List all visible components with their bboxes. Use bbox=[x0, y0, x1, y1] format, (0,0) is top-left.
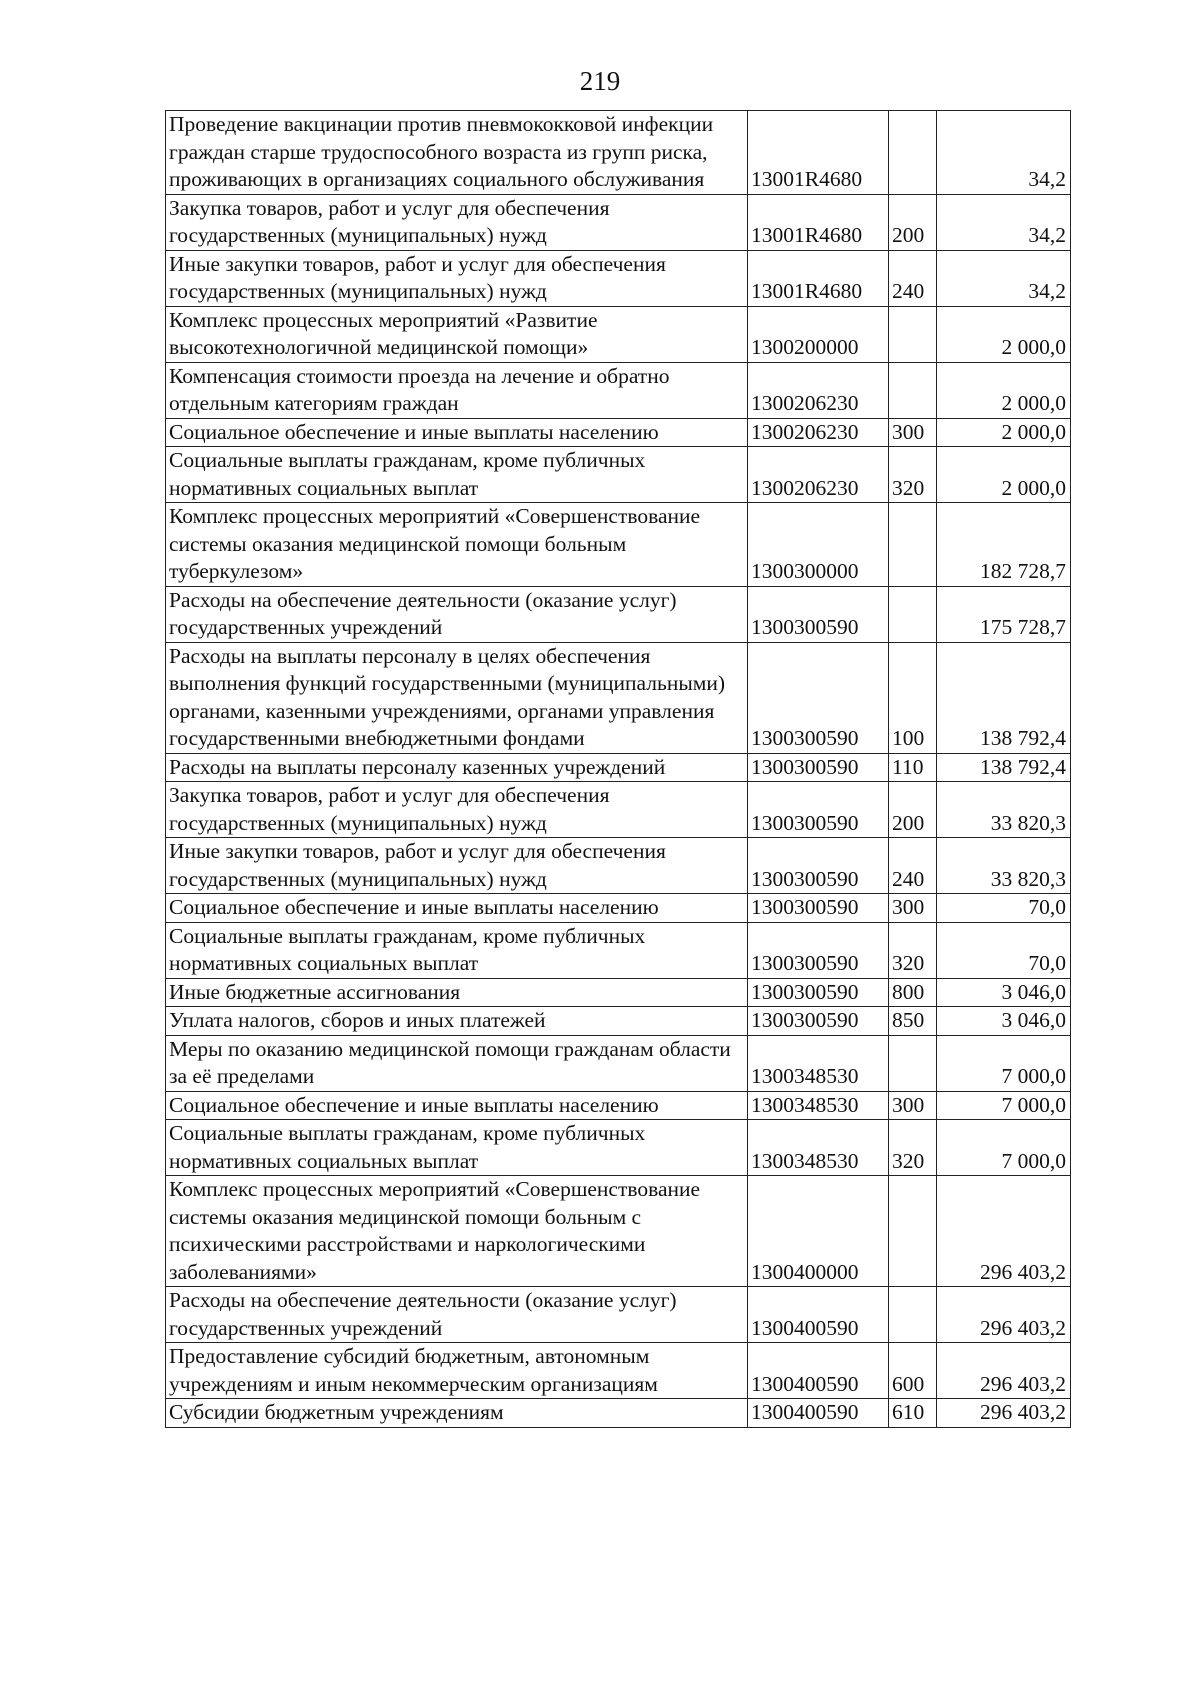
amount-cell: 33 820,3 bbox=[937, 782, 1071, 838]
amount-cell: 175 728,7 bbox=[937, 586, 1071, 642]
amount-cell: 70,0 bbox=[937, 894, 1071, 923]
table-row bbox=[166, 753, 1071, 782]
expense-type-code-cell: 240 bbox=[889, 250, 937, 306]
target-article-code-cell: 1300300590 bbox=[748, 1007, 889, 1036]
expense-name-cell: Меры по оказанию медицинской помощи гражданам области за её пределами bbox=[166, 1035, 748, 1091]
target-article-code-cell: 1300300590 bbox=[748, 586, 889, 642]
expense-name-cell: Комплекс процессных мероприятий «Совершенствование системы оказания медицинской помощи больным с психическими расстройствами и наркологическими заболеваниями» bbox=[166, 1176, 748, 1287]
expense-name-cell: Проведение вакцинации против пневмококковой инфекции граждан старше трудоспособного возраста из групп риска, проживающих в организациях социального обслуживания bbox=[166, 111, 748, 195]
table-row bbox=[166, 1176, 1071, 1287]
expense-type-code-cell: 320 bbox=[889, 1120, 937, 1176]
amount-cell: 33 820,3 bbox=[937, 838, 1071, 894]
table-row bbox=[166, 1120, 1071, 1176]
expense-type-code-cell: 100 bbox=[889, 642, 937, 753]
expense-type-code-cell: 300 bbox=[889, 418, 937, 447]
amount-cell: 34,2 bbox=[937, 250, 1071, 306]
expense-type-code-cell: 240 bbox=[889, 838, 937, 894]
table-row bbox=[166, 418, 1071, 447]
expense-name-cell: Компенсация стоимости проезда на лечение и обратно отдельным категориям граждан bbox=[166, 362, 748, 418]
expense-type-code-cell: 200 bbox=[889, 782, 937, 838]
expense-type-code-cell: 610 bbox=[889, 1399, 937, 1428]
amount-cell: 7 000,0 bbox=[937, 1120, 1071, 1176]
expense-name-cell: Иные закупки товаров, работ и услуг для обеспечения государственных (муниципальных) нужд bbox=[166, 838, 748, 894]
amount-cell: 296 403,2 bbox=[937, 1399, 1071, 1428]
expense-name-cell: Социальное обеспечение и иные выплаты населению bbox=[166, 1091, 748, 1120]
table-row bbox=[166, 1091, 1071, 1120]
amount-cell: 3 046,0 bbox=[937, 1007, 1071, 1036]
expense-name-cell: Социальные выплаты гражданам, кроме публичных нормативных социальных выплат bbox=[166, 447, 748, 503]
expense-type-code-cell bbox=[889, 503, 937, 587]
expense-name-cell: Закупка товаров, работ и услуг для обеспечения государственных (муниципальных) нужд bbox=[166, 782, 748, 838]
target-article-code-cell: 1300206230 bbox=[748, 418, 889, 447]
table-row bbox=[166, 362, 1071, 418]
expense-type-code-cell: 300 bbox=[889, 1091, 937, 1120]
expense-type-code-cell: 320 bbox=[889, 922, 937, 978]
target-article-code-cell: 1300300590 bbox=[748, 922, 889, 978]
table-row bbox=[166, 642, 1071, 753]
target-article-code-cell: 1300300000 bbox=[748, 503, 889, 587]
amount-cell: 138 792,4 bbox=[937, 753, 1071, 782]
expense-name-cell: Уплата налогов, сборов и иных платежей bbox=[166, 1007, 748, 1036]
target-article-code-cell: 1300300590 bbox=[748, 838, 889, 894]
expense-type-code-cell: 800 bbox=[889, 978, 937, 1007]
expense-name-cell: Иные закупки товаров, работ и услуг для обеспечения государственных (муниципальных) нужд bbox=[166, 250, 748, 306]
target-article-code-cell: 1300300590 bbox=[748, 782, 889, 838]
expense-name-cell: Социальные выплаты гражданам, кроме публичных нормативных социальных выплат bbox=[166, 1120, 748, 1176]
expense-name-cell: Расходы на выплаты персоналу в целях обеспечения выполнения функций государственными (муниципальными) органами, казенными учреждениями, органами управления государственными внебюджетными фондами bbox=[166, 642, 748, 753]
expense-type-code-cell bbox=[889, 586, 937, 642]
table-row bbox=[166, 838, 1071, 894]
target-article-code-cell: 1300300590 bbox=[748, 894, 889, 923]
table-row bbox=[166, 503, 1071, 587]
table-row bbox=[166, 447, 1071, 503]
table-row bbox=[166, 111, 1071, 195]
target-article-code-cell: 1300400000 bbox=[748, 1176, 889, 1287]
expense-type-code-cell: 110 bbox=[889, 753, 937, 782]
amount-cell: 7 000,0 bbox=[937, 1091, 1071, 1120]
amount-cell: 296 403,2 bbox=[937, 1176, 1071, 1287]
table-row bbox=[166, 1035, 1071, 1091]
table-row bbox=[166, 1287, 1071, 1343]
expense-name-cell: Расходы на обеспечение деятельности (оказание услуг) государственных учреждений bbox=[166, 1287, 748, 1343]
expense-type-code-cell bbox=[889, 1287, 937, 1343]
expense-type-code-cell bbox=[889, 362, 937, 418]
table-row bbox=[166, 1399, 1071, 1428]
budget-table bbox=[165, 110, 1071, 1428]
table-row bbox=[166, 1343, 1071, 1399]
budget-table-body bbox=[166, 111, 1071, 1428]
amount-cell: 138 792,4 bbox=[937, 642, 1071, 753]
amount-cell: 70,0 bbox=[937, 922, 1071, 978]
expense-name-cell: Предоставление субсидий бюджетным, автономным учреждениям и иным некоммерческим организациям bbox=[166, 1343, 748, 1399]
target-article-code-cell: 1300348530 bbox=[748, 1035, 889, 1091]
expense-name-cell: Расходы на обеспечение деятельности (оказание услуг) государственных учреждений bbox=[166, 586, 748, 642]
target-article-code-cell: 13001R4680 bbox=[748, 250, 889, 306]
table-row bbox=[166, 782, 1071, 838]
amount-cell: 296 403,2 bbox=[937, 1343, 1071, 1399]
expense-name-cell: Расходы на выплаты персоналу казенных учреждений bbox=[166, 753, 748, 782]
amount-cell: 2 000,0 bbox=[937, 447, 1071, 503]
expense-name-cell: Иные бюджетные ассигнования bbox=[166, 978, 748, 1007]
target-article-code-cell: 1300400590 bbox=[748, 1287, 889, 1343]
expense-type-code-cell: 850 bbox=[889, 1007, 937, 1036]
table-row bbox=[166, 306, 1071, 362]
expense-name-cell: Социальное обеспечение и иные выплаты населению bbox=[166, 894, 748, 923]
target-article-code-cell: 13001R4680 bbox=[748, 194, 889, 250]
page-number: 219 bbox=[579, 66, 621, 96]
amount-cell: 7 000,0 bbox=[937, 1035, 1071, 1091]
amount-cell: 296 403,2 bbox=[937, 1287, 1071, 1343]
target-article-code-cell: 13001R4680 bbox=[748, 111, 889, 195]
table-row bbox=[166, 978, 1071, 1007]
expense-type-code-cell bbox=[889, 1176, 937, 1287]
target-article-code-cell: 1300300590 bbox=[748, 753, 889, 782]
table-row bbox=[166, 194, 1071, 250]
target-article-code-cell: 1300400590 bbox=[748, 1399, 889, 1428]
expense-type-code-cell: 320 bbox=[889, 447, 937, 503]
target-article-code-cell: 1300200000 bbox=[748, 306, 889, 362]
table-row bbox=[166, 894, 1071, 923]
target-article-code-cell: 1300300590 bbox=[748, 978, 889, 1007]
target-article-code-cell: 1300206230 bbox=[748, 447, 889, 503]
target-article-code-cell: 1300348530 bbox=[748, 1091, 889, 1120]
expense-type-code-cell: 600 bbox=[889, 1343, 937, 1399]
amount-cell: 182 728,7 bbox=[937, 503, 1071, 587]
table-row bbox=[166, 922, 1071, 978]
expense-name-cell: Закупка товаров, работ и услуг для обеспечения государственных (муниципальных) нужд bbox=[166, 194, 748, 250]
table-row bbox=[166, 1007, 1071, 1036]
expense-name-cell: Социальное обеспечение и иные выплаты населению bbox=[166, 418, 748, 447]
expense-name-cell: Комплекс процессных мероприятий «Совершенствование системы оказания медицинской помощи больным туберкулезом» bbox=[166, 503, 748, 587]
amount-cell: 2 000,0 bbox=[937, 306, 1071, 362]
table-row bbox=[166, 586, 1071, 642]
target-article-code-cell: 1300400590 bbox=[748, 1343, 889, 1399]
amount-cell: 2 000,0 bbox=[937, 362, 1071, 418]
amount-cell: 3 046,0 bbox=[937, 978, 1071, 1007]
amount-cell: 2 000,0 bbox=[937, 418, 1071, 447]
target-article-code-cell: 1300206230 bbox=[748, 362, 889, 418]
target-article-code-cell: 1300348530 bbox=[748, 1120, 889, 1176]
expense-type-code-cell bbox=[889, 306, 937, 362]
target-article-code-cell: 1300300590 bbox=[748, 642, 889, 753]
expense-type-code-cell bbox=[889, 1035, 937, 1091]
expense-name-cell: Субсидии бюджетным учреждениям bbox=[166, 1399, 748, 1428]
amount-cell: 34,2 bbox=[937, 194, 1071, 250]
expense-type-code-cell bbox=[889, 111, 937, 195]
expense-name-cell: Комплекс процессных мероприятий «Развитие высокотехнологичной медицинской помощи» bbox=[166, 306, 748, 362]
expense-type-code-cell: 300 bbox=[889, 894, 937, 923]
expense-name-cell: Социальные выплаты гражданам, кроме публичных нормативных социальных выплат bbox=[166, 922, 748, 978]
expense-type-code-cell: 200 bbox=[889, 194, 937, 250]
amount-cell: 34,2 bbox=[937, 111, 1071, 195]
table-row bbox=[166, 250, 1071, 306]
